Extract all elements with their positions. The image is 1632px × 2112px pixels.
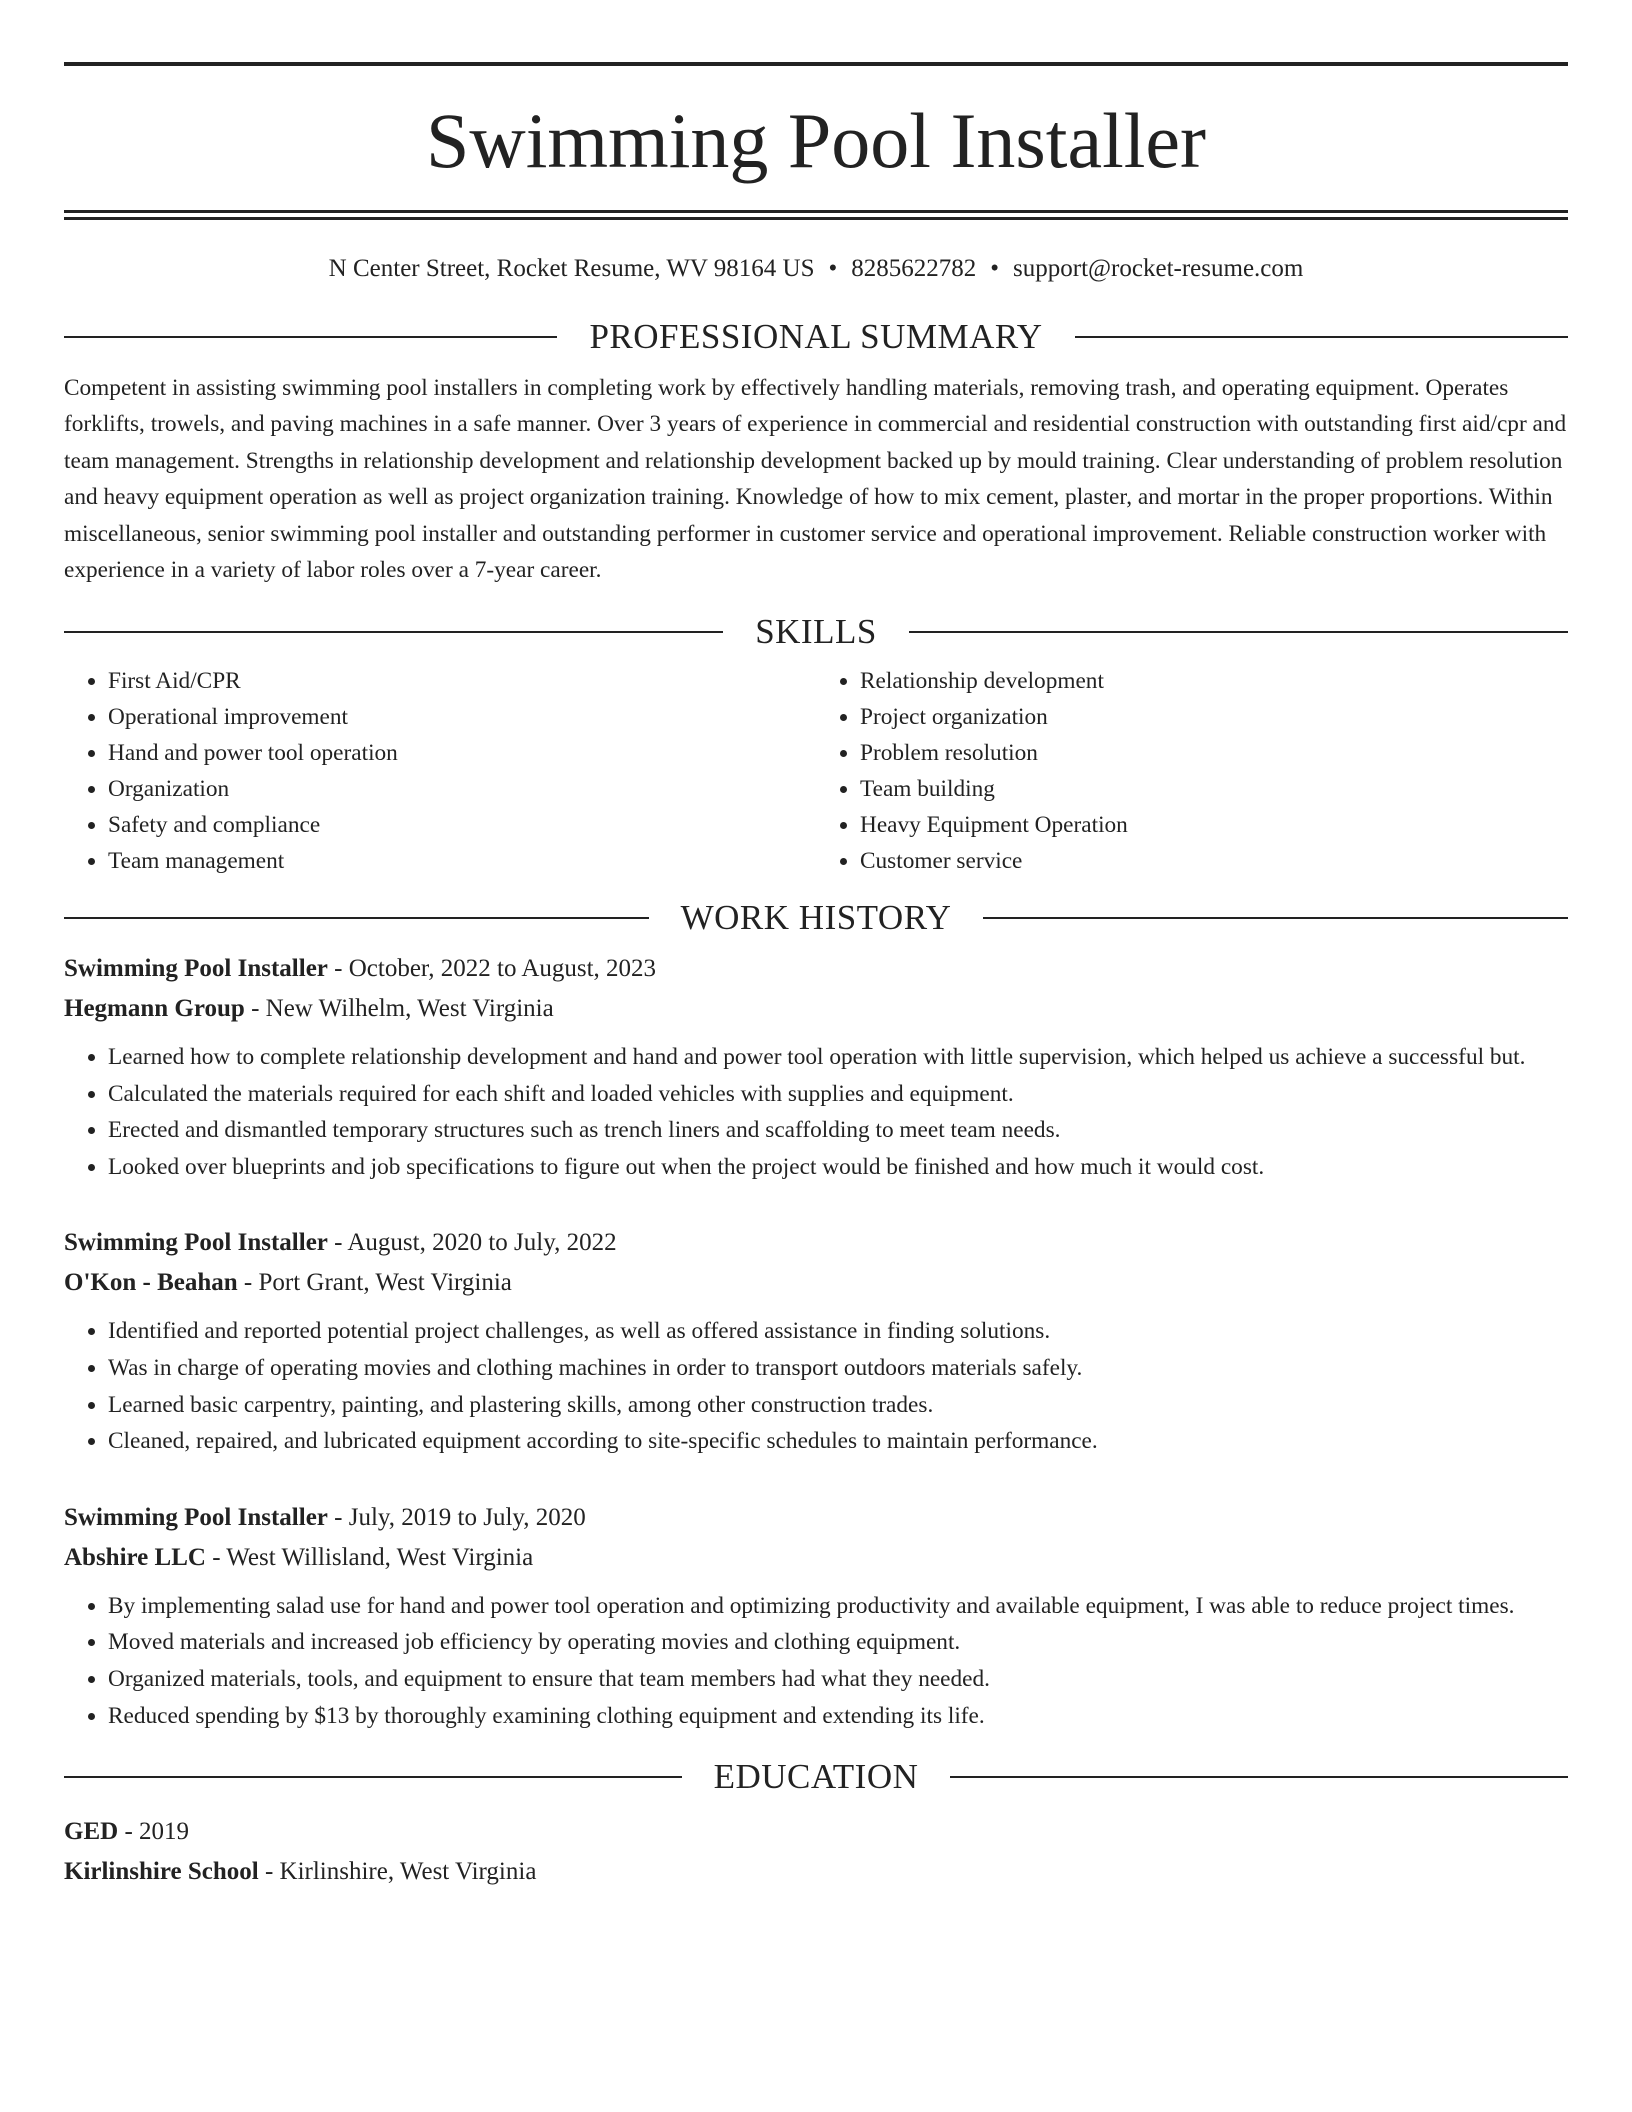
job-company: Hegmann Group	[64, 995, 245, 1023]
skill-item: • Team management	[108, 843, 816, 879]
job-bullets	[64, 1039, 1568, 1185]
skills-column-right	[816, 663, 1568, 879]
skill-item: • Relationship development	[860, 663, 1568, 699]
job-bullet: • Moved materials and increased job efficiency by operating movies and clothing equipment.	[108, 1624, 1568, 1661]
skills-heading	[64, 611, 1568, 653]
job-entry	[64, 1498, 1568, 1734]
job-bullet: • Organized materials, tools, and equipment to ensure that team members had what they needed.	[108, 1661, 1568, 1698]
education-year: - 2019	[118, 1818, 190, 1846]
job-bullet: • Identified and reported potential project challenges, as well as offered assistance in finding solutions.	[108, 1313, 1568, 1350]
contact-email: support@rocket-resume.com	[1013, 255, 1304, 282]
job-bullet: • Was in charge of operating movies and clothing machines in order to transport outdoors materials safely.	[108, 1350, 1568, 1387]
heading-rule-right	[983, 917, 1568, 919]
education-degree: GED	[64, 1818, 119, 1846]
heading-rule-right	[1075, 336, 1568, 338]
job-bullets	[64, 1313, 1568, 1459]
job-company: O'Kon - Beahan	[64, 1269, 238, 1297]
job-role: Swimming Pool Installer	[64, 1503, 328, 1531]
job-role: Swimming Pool Installer	[64, 1229, 328, 1257]
contact-separator: •	[828, 255, 838, 282]
job-dates: - October, 2022 to August, 2023	[327, 955, 657, 983]
job-role-line	[64, 1223, 1568, 1263]
heading-rule-left	[64, 917, 649, 919]
contact-phone: 8285622782	[851, 255, 977, 282]
skill-item: • Problem resolution	[860, 735, 1568, 771]
job-location: - West Willisland, West Virginia	[205, 1543, 534, 1571]
job-bullet: • Reduced spending by $13 by thoroughly examining clothing equipment and extending its life.	[108, 1698, 1568, 1735]
job-bullet: • Cleaned, repaired, and lubricated equipment according to site-specific schedules to maintain performance.	[108, 1423, 1568, 1460]
skill-item: • Organization	[108, 771, 816, 807]
education-entry	[64, 1812, 1568, 1892]
education-school-line	[64, 1852, 1568, 1892]
skills-list	[64, 663, 1568, 879]
job-company-line	[64, 1538, 1568, 1578]
job-company-line	[64, 989, 1568, 1029]
job-bullets	[64, 1588, 1568, 1734]
heading-rule-left	[64, 631, 723, 633]
education-school: Kirlinshire School	[64, 1858, 259, 1886]
skill-item: • Project organization	[860, 699, 1568, 735]
heading-rule-left	[64, 336, 557, 338]
summary-title: PROFESSIONAL SUMMARY	[589, 316, 1043, 356]
heading-rule-right	[950, 1776, 1568, 1778]
job-entry	[64, 949, 1568, 1185]
job-company-line	[64, 1263, 1568, 1303]
skill-item: • Heavy Equipment Operation	[860, 807, 1568, 843]
skill-item: • Operational improvement	[108, 699, 816, 735]
resume-name: Swimming Pool Installer	[426, 97, 1206, 184]
job-company: Abshire LLC	[64, 1543, 206, 1571]
contact-separator: •	[990, 255, 1000, 282]
skill-item: • Hand and power tool operation	[108, 735, 816, 771]
summary-text: Competent in assisting swimming pool installers in completing work by effectively handling materials, removing trash, and operating equipment. Operates forklifts, trowels, and paving machines in a safe manner. Over 3 years of experience in commercial and residential construction with outstanding first aid/cpr and team management. Strengths in relationship development and relationship development backed up by mould training. Clear understanding of problem resolution and heavy equipment operation as well as project organization training. Knowledge of how to mix cement, plaster, and mortar in the proper proportions. Within miscellaneous, senior swimming pool installer and outstanding performer in customer service and operational improvement. Reliable construction worker with experience in a variety of labor roles over a 7-year career.	[64, 374, 1567, 584]
education-degree-line	[64, 1812, 1568, 1852]
job-dates: - August, 2020 to July, 2022	[327, 1229, 617, 1257]
job-bullet: • Looked over blueprints and job specifications to figure out when the project would be finished and how much it would cost.	[108, 1149, 1568, 1186]
job-role-line	[64, 949, 1568, 989]
job-bullet: • Learned how to complete relationship development and hand and power tool operation with little supervision, which helped us achieve a successful but.	[108, 1039, 1568, 1076]
header-top-rule	[64, 62, 1568, 66]
skill-item: • First Aid/CPR	[108, 663, 816, 699]
work-title: WORK HISTORY	[680, 898, 952, 938]
contact-address: N Center Street, Rocket Resume, WV 98164 US	[328, 255, 815, 282]
job-role: Swimming Pool Installer	[64, 955, 328, 983]
job-role-line	[64, 1498, 1568, 1538]
job-bullet: • Calculated the materials required for each shift and loaded vehicles with supplies and equipment.	[108, 1076, 1568, 1113]
skill-item: • Customer service	[860, 843, 1568, 879]
job-bullet: • Learned basic carpentry, painting, and plastering skills, among other construction trades.	[108, 1387, 1568, 1424]
job-bullet: • By implementing salad use for hand and power tool operation and optimizing productivity and available equipment, I was able to reduce project times.	[108, 1588, 1568, 1625]
skill-item: • Safety and compliance	[108, 807, 816, 843]
work-heading	[64, 897, 1568, 939]
education-heading	[64, 1756, 1568, 1798]
heading-rule-right	[909, 631, 1568, 633]
summary-heading	[64, 316, 1568, 358]
heading-rule-left	[64, 1776, 682, 1778]
job-location: - New Wilhelm, West Virginia	[244, 995, 554, 1023]
education-location: - Kirlinshire, West Virginia	[258, 1858, 537, 1886]
header-double-rule	[64, 210, 1568, 220]
job-location: - Port Grant, West Virginia	[237, 1269, 512, 1297]
job-entry	[64, 1223, 1568, 1459]
job-dates: - July, 2019 to July, 2020	[327, 1503, 586, 1531]
skills-title: SKILLS	[755, 612, 877, 652]
job-bullet: • Erected and dismantled temporary structures such as trench liners and scaffolding to meet team needs.	[108, 1112, 1568, 1149]
skills-column-left	[64, 663, 816, 879]
education-title: EDUCATION	[713, 1757, 919, 1797]
skill-item: • Team building	[860, 771, 1568, 807]
contact-line	[64, 253, 1568, 286]
